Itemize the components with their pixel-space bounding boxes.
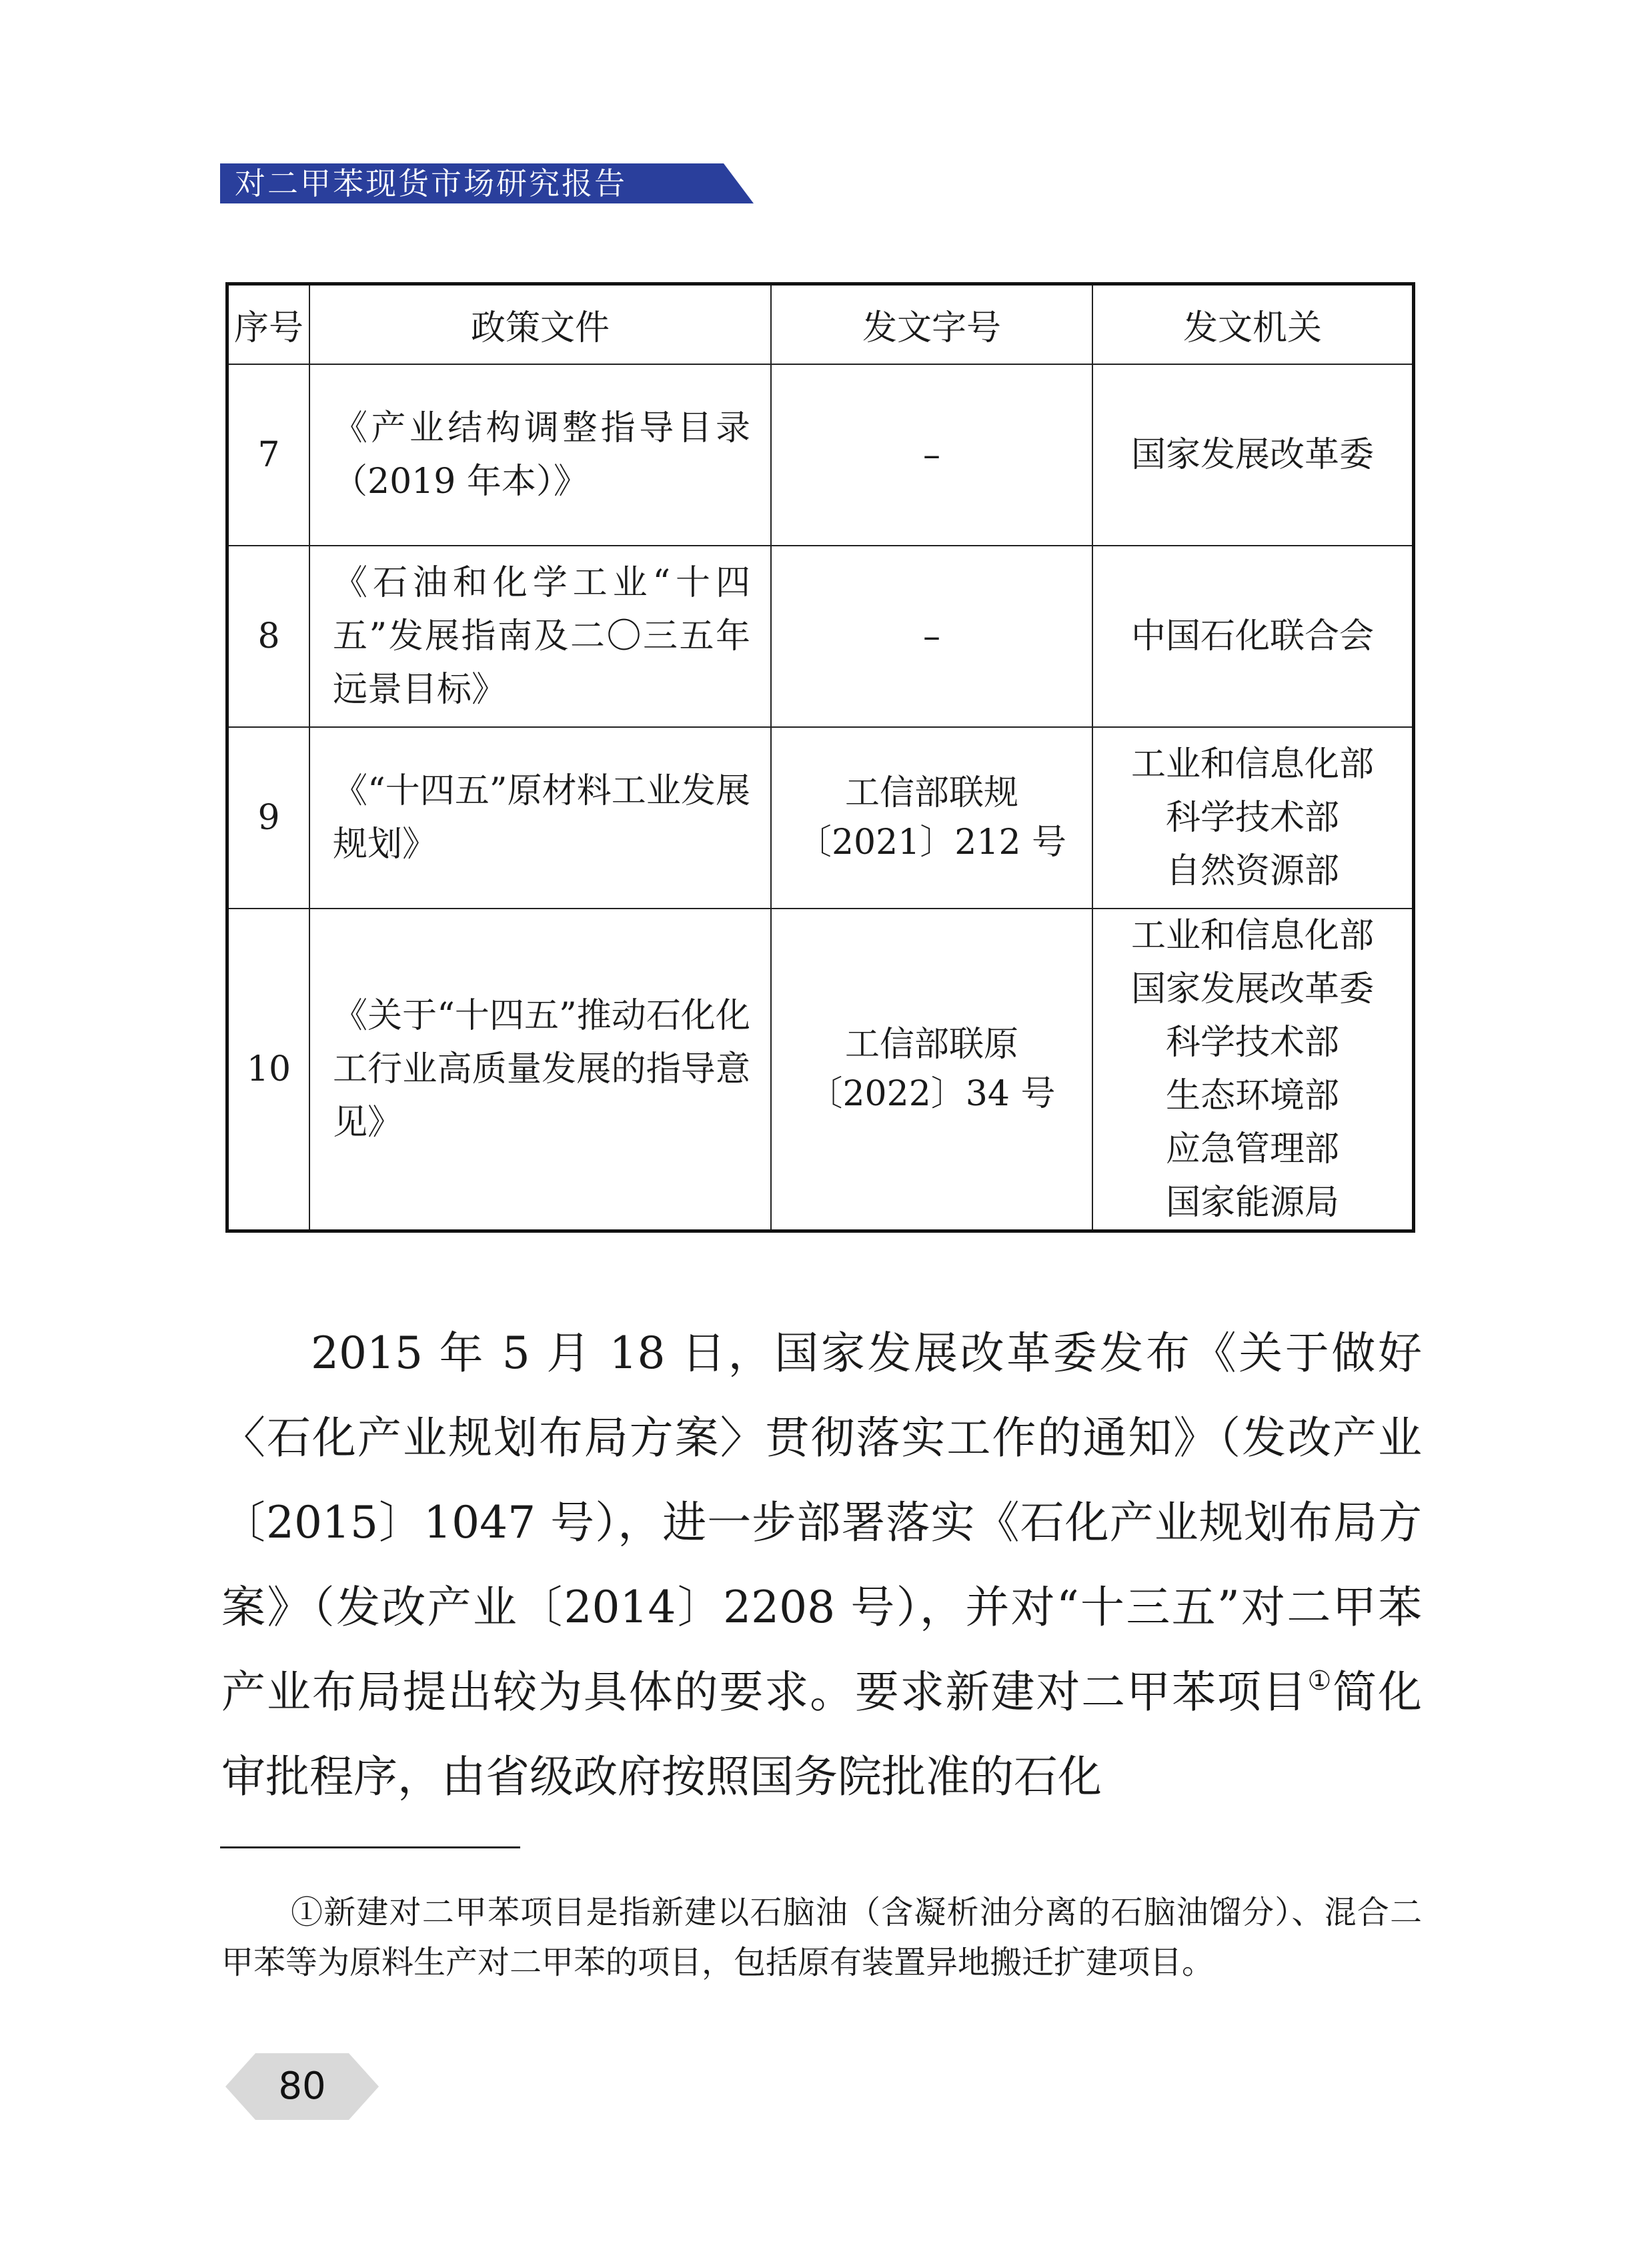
column-header-doc: 政策文件 <box>309 284 771 365</box>
row-org-line: 自然资源部 <box>1165 851 1339 891</box>
row-org-line: 工业和信息化部 <box>1130 916 1374 956</box>
row-num-cell <box>771 727 1092 909</box>
row-num-cell <box>771 364 1092 546</box>
table-row <box>227 909 1414 1231</box>
row-org-cell <box>1092 909 1414 1231</box>
footnote-divider <box>220 1846 520 1848</box>
body-paragraph <box>221 1311 1422 1819</box>
row-no: 8 <box>227 546 310 727</box>
row-org-line: 国家能源局 <box>1165 1183 1339 1223</box>
paragraph-text-part-1: 2015 年 5 月 18 日，国家发展改革委发布《关于做好〈石化产业规划布局方案〉贯彻落实工作的通知》（发改产业〔2015〕1047 号），进一步部署落实《石化产业规划布局方案》（发改产业〔2014〕2208 号），并对“十三五”对二甲苯产业布局提出较为具体的要求。要求新建对二甲苯项目 <box>221 1327 1422 1718</box>
row-num-line: – <box>923 616 940 656</box>
row-num-line: 工信部联原 <box>844 1025 1018 1065</box>
table-header-row <box>227 284 1414 365</box>
row-no: 9 <box>227 727 310 909</box>
row-org-line: 中国石化联合会 <box>1130 616 1374 656</box>
table-row <box>227 364 1414 546</box>
page-number: 80 <box>278 2065 326 2108</box>
footnote <box>221 1888 1422 1988</box>
row-doc: 《关于“十四五”推动石化化工行业高质量发展的指导意见》 <box>333 996 750 1143</box>
table-row <box>227 546 1414 727</box>
footnote-marker: ① <box>1307 1666 1333 1696</box>
row-doc: 《产业结构调整指导目录（2019 年本）》 <box>333 408 750 502</box>
row-org-line: 国家发展改革委 <box>1130 969 1374 1009</box>
row-org-line: 工业和信息化部 <box>1130 744 1374 784</box>
page-number-badge <box>225 2053 379 2120</box>
row-no: 10 <box>227 909 310 1231</box>
header-title: 对二甲苯现货市场研究报告 <box>235 165 627 201</box>
row-doc-cell <box>309 727 771 909</box>
row-num-line: 〔2021〕212 号 <box>796 822 1067 863</box>
footnote-text: ①新建对二甲苯项目是指新建以石脑油（含凝析油分离的石脑油馏分）、混合二甲苯等为原料生产对二甲苯的项目，包括原有装置异地搬迁扩建项目。 <box>221 1894 1422 1981</box>
row-doc: 《石油和化学工业“十四五”发展指南及二〇三五年远景目标》 <box>333 563 750 710</box>
row-num-line: 工信部联规 <box>844 773 1018 813</box>
row-doc-cell <box>309 546 771 727</box>
row-org-line: 科学技术部 <box>1165 1023 1339 1063</box>
row-num-cell <box>771 546 1092 727</box>
table-row <box>227 727 1414 909</box>
running-header <box>220 163 754 203</box>
row-org-line: 国家发展改革委 <box>1130 435 1374 475</box>
row-org-line: 生态环境部 <box>1165 1076 1339 1116</box>
row-num-line: – <box>923 435 940 475</box>
row-doc: 《“十四五”原材料工业发展规划》 <box>333 771 750 865</box>
row-doc-cell <box>309 364 771 546</box>
row-num-line: 〔2022〕34 号 <box>808 1074 1056 1114</box>
column-header-num: 发文字号 <box>771 284 1092 365</box>
row-org-line: 应急管理部 <box>1165 1129 1339 1169</box>
paragraph-text-part-2: 简化审批程序，由省级政府按照国务院批准的石化 <box>221 1666 1423 1802</box>
row-org-line: 科学技术部 <box>1165 798 1339 838</box>
row-num-cell <box>771 909 1092 1231</box>
row-doc-cell <box>309 909 771 1231</box>
row-org-cell <box>1092 546 1414 727</box>
policy-table <box>225 282 1415 1233</box>
row-org-cell <box>1092 364 1414 546</box>
column-header-org: 发文机关 <box>1092 284 1414 365</box>
row-org-cell <box>1092 727 1414 909</box>
column-header-no: 序号 <box>227 284 310 365</box>
row-no: 7 <box>227 364 310 546</box>
paragraph <box>221 1311 1422 1819</box>
